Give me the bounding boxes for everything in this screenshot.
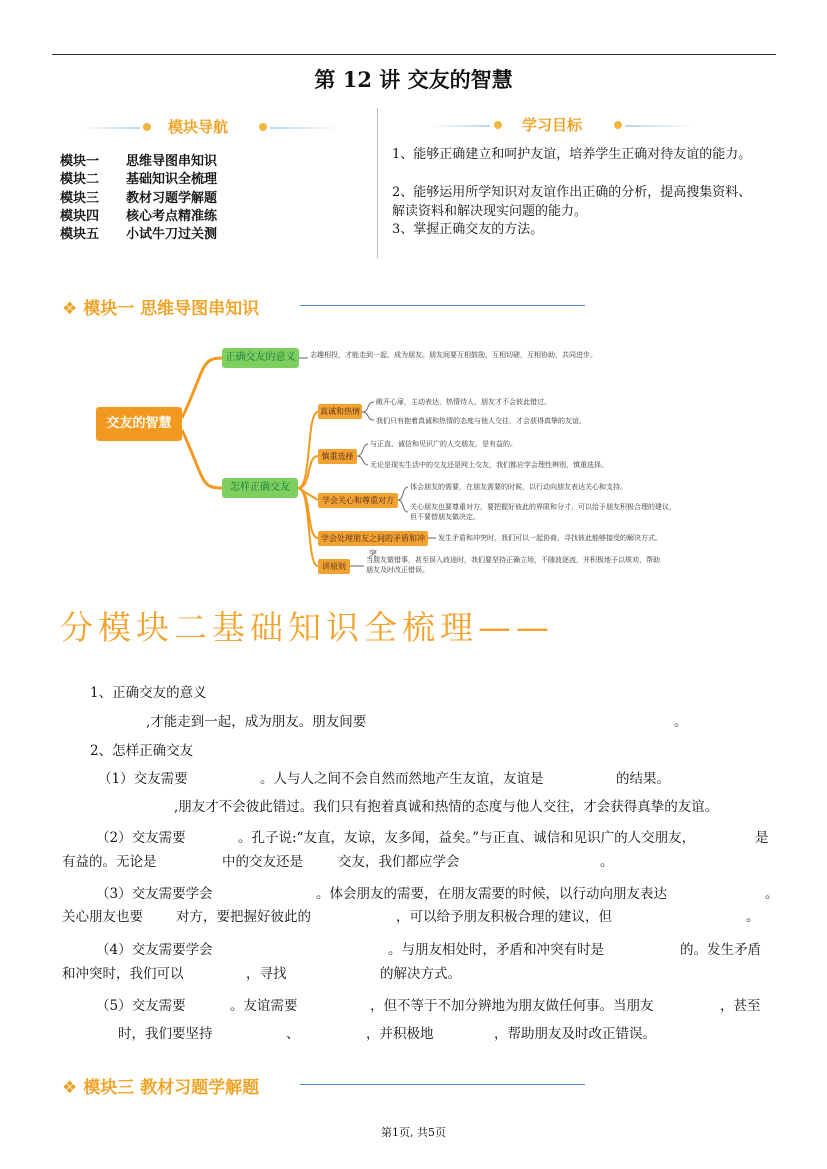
mindmap-sub-care-respect: 学会关心和尊重对方 [318, 493, 398, 508]
p4-e: ，寻找 [246, 966, 287, 982]
p5-c: ，但不等于不加分辨地为朋友做任何事。当朋友 [370, 998, 654, 1014]
module2-heading: 分模块二基础知识全梳理—— [60, 608, 554, 647]
goal-2: 2、能够运用所学知识对友谊作出正确的分析，提高搜集资料、解读资料和解决现实问题的能力。 [392, 185, 752, 219]
connector-sub3-leaves [398, 487, 408, 512]
p4-f: 的解决方式。 [380, 966, 461, 982]
mindmap-leaf-meaning: 志趣相投，才能走到一起，成为朋友。朋友间要互相鼓励，互相切磋，互相协助，共同进步。 [310, 351, 597, 359]
connector-root-b1 [182, 358, 222, 418]
p2-f: 交友，我们都应学会 [338, 854, 460, 870]
goal-1: 1、能够正确建立和呵护友谊，培养学生正确对待友谊的能力。 [392, 147, 752, 162]
module1-banner: ❖ 模块一 思维导图串知识 [62, 299, 260, 319]
mindmap-leaf-sincerity-2: 我们只有抱着真诚和热情的态度与他人交往，才会获得真挚的友谊。 [376, 417, 586, 425]
p1-b: 。人与人之间不会自然而然地产生友谊，友谊是 [260, 771, 544, 787]
goal-3: 3、掌握正确交友的方法。 [392, 222, 544, 237]
nav-item-1[interactable]: 模块一 思维导图串知识 [60, 154, 218, 169]
mindmap-leaf-careful-1: 与正直、诚信和见识广的人交朋友，是有益的。 [370, 440, 517, 448]
mindmap-leaf-conflict: 发生矛盾和冲突时，我们可以一起协商，寻找彼此能够接受的解决方式。 [438, 534, 662, 542]
section-2-heading: 2、怎样正确交友 [90, 743, 194, 759]
connector-sub2-leaves [357, 444, 368, 465]
mindmap-sub-conflict: 学会处理朋友之间的矛盾和冲突 [318, 531, 428, 546]
p1-c: 的结果。 [616, 771, 670, 787]
page-footer: 第1页, 共5页 [381, 1126, 446, 1139]
double-chevron-icon: ❖ [62, 299, 78, 319]
section-1-heading: 1、正确交友的意义 [90, 685, 207, 701]
p3-a: （3）交友需要学会 [96, 886, 213, 902]
connector-root-b2 [182, 430, 222, 488]
p5-g: ，并积极地 [366, 1026, 434, 1042]
p4-d: 和冲突时，我们可以 [62, 966, 184, 982]
mindmap-leaf-principle: 当朋友做错事，甚至误入歧途时，我们要坚持正确立场，不随波逐流，并积极地予以规劝，帮助朋友及时改正错误。 [366, 556, 660, 574]
p3-g: 。 [746, 909, 760, 925]
nav-item-3[interactable]: 模块三 教材习题学解题 [60, 191, 218, 206]
p4-a: （4）交友需要学会 [96, 942, 213, 958]
double-chevron-icon: ❖ [62, 1078, 78, 1098]
mindmap-sub-careful: 慎重选择 [318, 449, 357, 464]
p2-a: （2）交友需要 [96, 830, 186, 846]
p5-e: 时，我们要坚持 [118, 1026, 213, 1042]
p4-c: 的。发生矛盾 [680, 942, 761, 958]
p5-a: （5）交友需要 [96, 998, 186, 1014]
mindmap-root: 交友的智慧 [96, 407, 182, 441]
goals-heading: 学习目标 [522, 116, 583, 134]
nav-item-5[interactable]: 模块五 小试牛刀过关测 [60, 227, 218, 242]
p2-d: 有益的。无论是 [62, 854, 157, 870]
s1-line-a: ,才能走到一起，成为朋友。朋友间要 [146, 714, 367, 730]
p3-d: 关心朋友也要 [62, 909, 143, 925]
s1-line-b: 。 [674, 714, 688, 730]
p5-f: 、 [286, 1026, 300, 1042]
mindmap-branch-meaning: 正确交友的意义 [222, 348, 299, 368]
p2-g: 。 [600, 854, 614, 870]
p2-e: 中的交友还是 [222, 854, 303, 870]
p2-c: 是 [755, 830, 769, 846]
mindmap-leaf-sincerity-1: 敞开心扉，主动表达，热情待人，朋友才不会彼此错过。 [376, 398, 551, 406]
p5-h: ，帮助朋友及时改正错误。 [494, 1026, 656, 1042]
p5-b: 。友谊需要 [230, 998, 298, 1014]
nav-heading: 模块导航 [168, 118, 229, 136]
p1-a: （1）交友需要 [98, 771, 188, 787]
mindmap-leaf-care-respect-1: 体会朋友的需要，在朋友需要的时候，以行动向朋友表达关心和支持。 [410, 483, 627, 491]
page-title: 第 12 讲 交友的智慧 [314, 67, 513, 92]
nav-item-4[interactable]: 模块四 核心考点精准练 [60, 209, 218, 224]
mindmap-sub-principle: 讲原则 [318, 559, 350, 574]
p5-d: ，甚至 [720, 998, 761, 1014]
mindmap-sub-sincerity: 真诚和热情 [318, 404, 362, 419]
module3-banner: ❖ 模块三 教材习题学解题 [62, 1078, 260, 1098]
p4-b: 。与朋友相处时，矛盾和冲突有时是 [388, 942, 604, 958]
mindmap-leaf-care-respect-2: 关心朋友也要尊重对方，要把握好彼此的界限和分寸，可以给予朋友积极合理的建议，但不要替朋友做决定。 [410, 503, 676, 521]
p3-c: 。 [765, 886, 779, 902]
connector-b2-sub5 [298, 488, 318, 566]
p3-f: ，可以给予朋友积极合理的建议，但 [396, 909, 612, 925]
p3-b: 。体会朋友的需要，在朋友需要的时候，以行动向朋友表达 [316, 886, 667, 902]
p1-d: ,朋友才不会彼此错过。我们只有抱着真诚和热情的态度与他人交往，才会获得真挚的友谊。 [174, 799, 719, 815]
nav-item-2[interactable]: 模块二 基础知识全梳理 [60, 172, 218, 187]
p3-e: 对方，要把握好彼此的 [176, 909, 311, 925]
p2-b: 。孔子说:“友直，友谅，友多闻，益矣。”与正直、诚信和见识广的人交朋友， [238, 830, 696, 846]
module3-rule [300, 1084, 585, 1085]
connector-sub1-leaves [362, 402, 374, 420]
mindmap-leaf-careful-2: 无论是现实生活中的交友还是网上交友，我们都应学会理性辨别，慎重选择。 [370, 461, 608, 469]
mindmap-branch-how: 怎样正确交友 [222, 478, 298, 498]
